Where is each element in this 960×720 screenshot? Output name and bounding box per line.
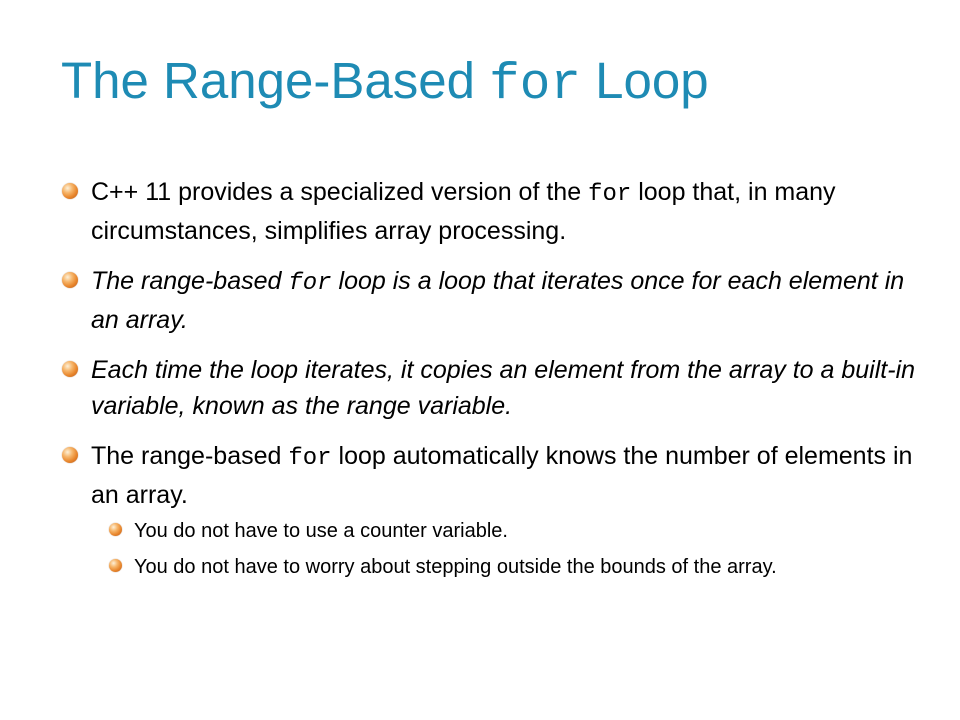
bullet-code-keyword: for — [588, 181, 632, 208]
orange-bullet-icon — [109, 559, 122, 572]
subbullet-text: You do not have to worry about stepping outside the bounds of the array. — [134, 556, 777, 578]
title-text-prefix: The Range-Based — [61, 52, 490, 109]
subbullet-item-bounds — [109, 553, 922, 581]
orange-bullet-icon — [62, 361, 78, 377]
bullet-code-keyword: for — [288, 270, 332, 297]
bullet-item-knows-size — [62, 438, 922, 513]
orange-bullet-icon — [62, 183, 78, 199]
slide-title — [61, 52, 709, 116]
bullet-text-before: C++ 11 provides a specialized version of the — [91, 178, 589, 206]
bullet-text-after: loop that, in many circumstances, simplifies array processing. — [91, 178, 836, 245]
bullet-item-definition — [62, 263, 922, 338]
bullet-text-after: loop automatically knows the number of elements in an array. — [91, 442, 913, 509]
bullet-item-range-variable — [62, 352, 922, 424]
orange-bullet-icon — [109, 523, 122, 536]
subbullet-text: You do not have to use a counter variable. — [134, 520, 508, 542]
bullet-text-before: The range-based — [91, 442, 289, 470]
bullet-text-before: The range-based — [91, 267, 289, 295]
bullet-code-keyword: for — [288, 445, 332, 472]
bullet-text: Each time the loop iterates, it copies an element from the array to a built-in variable, known as the range variable. — [91, 356, 916, 420]
title-text-suffix: Loop — [580, 52, 709, 109]
title-code-keyword: for — [489, 57, 581, 114]
orange-bullet-icon — [62, 447, 78, 463]
bullet-text-after: loop is a loop that iterates once for each element in an array. — [91, 267, 905, 334]
bullet-list — [62, 174, 922, 589]
subbullet-item-counter — [109, 517, 922, 545]
orange-bullet-icon — [62, 272, 78, 288]
bullet-item-cpp11 — [62, 174, 922, 249]
